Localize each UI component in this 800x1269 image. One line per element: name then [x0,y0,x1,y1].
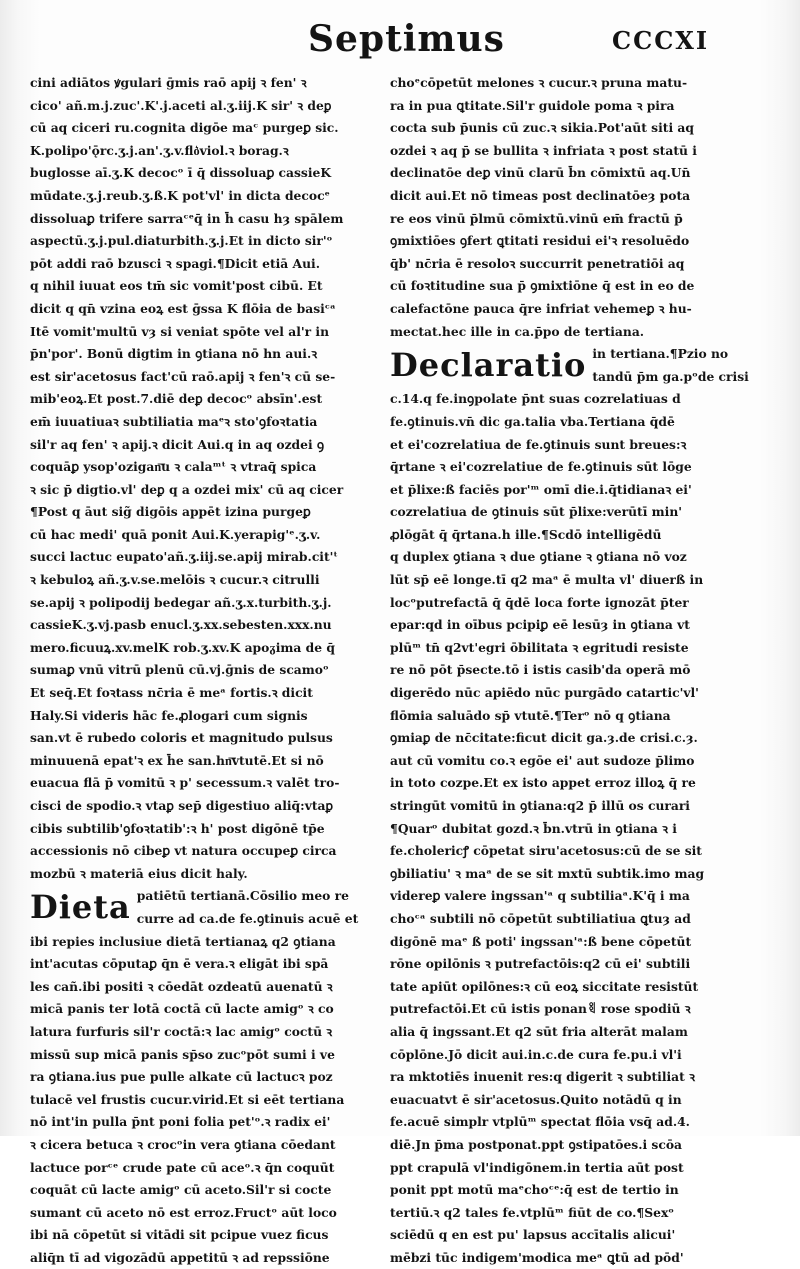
text-line: q duplex ꝯtiana ꝛ due ꝯtiane ꝛ ꝯtiana nō voz [390,549,687,565]
text-line: ra mktotiēs inuenit res:q digerit ꝛ subtiliat ꝛ [390,1069,695,1085]
text-line: mectat.hec ille in ca.p̄po de tertiana. [390,323,645,339]
text-line: les cañ.ibi positi ꝛ cōedāt ozdeatū auenatū ꝛ [30,978,333,994]
text-line: missū sup micā panis sp̄so zucᵒpōt sumi i ve [30,1046,335,1062]
text-line: cini adiātos ꝟgulari ḡmis raō apij ꝛ fen' ꝛ [30,75,307,90]
text-line: fe.acuē simplr vtplūᵐ spectat flōia vsq̄ ad.4. [390,1114,690,1130]
text-line: tertiū.ꝛ q2 tales fe.vtplūᵐ fiūt de co.¶Sexᵒ [390,1204,675,1220]
text-line: Et seq̄.Et foꝛtass nc̄ria ē meᵃ fortis.ꝛ dicit [30,685,313,701]
text-line: declinatōe deꝑ vinū clarū b̄n cōmixtū aq.Un̄ [390,165,691,181]
text-line: ꝯmiaꝑ de nc̄citate:ficut dicit ga.ȝ.de crisi.c.ȝ. [390,730,698,746]
text-line: rōne opilōnis ꝛ putrefactōis:q2 cū ei' subtili [390,956,691,972]
text-line: int'acutas cōputaꝑ q̄n ē vera.ꝛ eligāt ibi spā [30,956,329,972]
text-line: accessionis nō cibeꝑ vt natura occupeꝑ circa [30,843,337,859]
text-line: Itē vomit'multū vȝ si veniat spōte vel al'r in [30,323,330,339]
text-line: dicit aui.Et nō timeas post declinatōeȝ pota [390,187,691,203]
text-line: mēbzi tūc indigem'modica meᵃ ꝗtū ad pōd' [390,1249,684,1265]
text-line: fe.ꝯtinuis.vn̄ dic ga.talia vba.Tertiana q̄dē [390,413,675,429]
running-head-title: Septimus [308,18,505,60]
text-line: ozdei ꝛ aq p̄ se bullita ꝛ infriata ꝛ post statū i [390,142,697,158]
dieta-section-heading [30,885,382,930]
text-line: san.vt ē rubedo coloris et magnitudo pulsus [30,730,333,746]
text-line: in toto cozpe.Et ex isto appet erroz illoꝝ q̄ re [390,775,696,791]
text-line: tate apiūt opilōnes:ꝛ cū eoꝝ siccitate resistūt [390,978,699,994]
text-line: re nō pōt p̄secte.tō i istis casib'da operā mō [390,662,691,678]
text-line: et ei'cozrelatiua de fe.ꝯtinuis sunt breues:ꝛ [390,436,687,452]
text-line: dissoluaꝑ trifere sarraᶜᵉq̄ in h̄ casu hȝ spālem [30,210,344,226]
text-line: mūdate.ʒ.j.reub.ʒ.ß.K pot'vl' in dicta decocᵉ [30,187,331,203]
dieta-section-text [30,931,382,1269]
text-line: ibi repies inclusiue dietā tertianaꝝ q2 ꝯtiana [30,933,336,949]
text-line: cocta sub p̄unis cū zuc.ꝛ sikia.Pot'aūt siti aq [390,120,694,136]
dieta-heading-lines [137,885,382,930]
text-line: lactuce porᶜᵉ crude pate cū aceᵒ.ꝛ q̄n coquūt [30,1159,335,1175]
declaratio-heading-word: Declaratio [390,346,587,385]
text-line: aliq̄n tī ad vigozādū appetitū ꝛ ad repssiōne [30,1249,330,1265]
text-line: cico' añ.m.j.zuc'.K'.j.aceti al.ʒ.iij.K sir' ꝛ deꝑ [30,97,332,113]
text-line: ¶Post q āut sig̃ digōis appēt izina purgeꝑ [30,504,311,520]
text-line: q̄rtane ꝛ ei'cozrelatiue de fe.ꝯtinuis sūt lōge [390,459,692,475]
text-line: c.14.q fe.inꝯpolate p̄nt suas cozrelatiuas d [390,391,681,407]
text-line: p̄n'por'. Bonū digtim in ꝯtiana nō hn aui.ꝛ [30,346,318,362]
text-line: est sir'acetosus fact'cū raō.apij ꝛ fen'ꝛ cū se- [30,368,336,384]
text-line: putrefactōi.Et cū istis ponanꑠ rose spodiū ꝛ [390,1001,691,1017]
text-line: nō int'in pulla p̄nt poni folia pet'ᵒ.ꝛ radix ei' [30,1114,331,1130]
text-line: aut cū vomitu co.ꝛ egōe ei' aut sudoze p̄limo [390,752,695,768]
text-line: cū foꝛtitudine sua p̄ ꝯmixtiōne q̄ est in eo de [390,278,695,294]
text-line: cozrelatiua de ꝯtinuis sūt p̄lixe:verūtī min' [390,504,683,520]
text-line: coquāꝑ ysop'ozigan͞u ꝛ calaᵐᵗ ꝛ vtraq̄ spica [30,459,317,475]
text-line: stringūt vomitū in ꝯtiana:q2 p̄ illū os curari [390,798,690,813]
text-line: patiētū tertianā.Cōsilio meo re [136,888,349,904]
text-line: dicit q qn̄ vzina eoꝝ est ḡssa K flōia de basiᶜᵃ [30,300,336,316]
text-line: in tertiana.¶Pzio no [592,346,729,362]
declaratio-section-heading [390,343,752,388]
text-line: mib'eoꝝ.Et post.7.diē deꝑ decocᵒ absīn'.est [30,391,323,407]
text-line: euacuatvt ē sir'acetosus.Quito notādū q in [390,1091,682,1107]
text-line: ibi nā cōpetūt si vitādi sit pcipue vuez ficus [30,1227,329,1243]
text-line: buglosse aī.ʒ.K decocᵒ ī q̄ dissoluaꝑ cassieK [30,165,332,181]
text-line: se.apij ꝛ polipodij bedegar añ.ʒ.x.turbith.ʒ.j. [30,594,332,610]
text-line: ꝛ cicera betuca ꝛ crocᵒin vera ꝯtiana cōedant [30,1136,336,1152]
text-line: ꝓlōgāt q̄ q̄rtana.h ille.¶Scdō intelligēdū [390,526,662,542]
text-line: succi lactuc eupato'añ.ʒ.iij.se.apij mirab.cit'ᵗ [30,549,338,565]
text-line: cibis subtilib'ꝯfoꝛtatib':ꝛ h' post digōnē tp̄e [30,820,325,836]
text-line: latura furfuris sil'r coctā:ꝛ lac amigᵒ coctū ꝛ [30,1023,333,1039]
text-line: curre ad ca.de fe.ꝯtinuis acuē et [136,910,359,926]
text-line: cū aq ciceri ru.cognita digōe maᶜ purgeꝑ sic. [30,120,339,136]
text-line: plūᵐ tn̄ q2vt'egri ōbilitata ꝛ egritudi resiste [390,639,689,655]
text-line: ꝯmixtiōes ꝯfert ꝗtitati residui ei'ꝛ resoluēdo [390,233,690,249]
text-line: mozbū ꝛ materiā eius dicit haly. [30,865,248,881]
text-line: Haly.Si videris hāc fe.ꝓlogari cum signis [30,707,308,723]
left-column-paragraph [30,72,382,885]
text-line: epar:qd in oībus pcipiꝑ eē lesūȝ in ꝯtiana vt [390,617,690,633]
right-text-column [390,72,752,1269]
text-line: choᵉcōpetūt melones ꝛ cucur.ꝛ pruna matu- [390,75,688,90]
text-line: aspectū.ʒ.j.pul.diaturbith.ʒ.j.Et in dicto sir'ᵒ [30,233,333,249]
text-line: ra ꝯtiana.ius pue pulle alkate cū lactucꝛ poz [30,1069,333,1085]
text-line: ra in pua ꝗtitate.Sil'r guidole poma ꝛ pira [390,97,675,113]
folio-number: CCCXI [612,26,710,55]
text-line: digōnē maᵉ ß poti' ingssan'ᵃ:ß bene cōpetūt [390,933,692,949]
left-text-column [30,72,382,1269]
text-line: q̄b' nc̄ria ē resoloꝛ succurrit penetratiōi aq [390,255,685,271]
text-line: micā panis ter lotā coctā cū lacte amigᵒ ꝛ co [30,1001,334,1017]
text-line: diē.Jn p̄ma postponat.ppt ꝯstipatōes.i scōa [390,1136,683,1152]
text-line: ponit ppt motū maᵉchoᶜᵉ:q̄ est de tertio in [390,1182,679,1198]
text-line: lūt sp̄ eē longe.tī q2 maᵃ ē multa vl' diuerß in [390,572,704,588]
text-line: et p̄lixe:ß faciēs por'ᵐ omī die.i.q̄tidianaꝛ ei' [390,481,692,497]
text-line: sil'r aq fen' ꝛ apij.ꝛ dicit Aui.q in aq ozdei ꝯ [30,436,325,452]
text-line: locᵒputrefactā q̄ q̄dē loca forte ignozāt p̄ter [390,594,689,610]
text-line: ppt crapulā vl'indigōnem.in tertia aūt post [390,1159,684,1175]
text-line: sumant cū aceto nō est erroz.Fructᵒ aūt loco [30,1204,337,1220]
declaratio-section-text [390,388,752,1269]
text-line: cisci de spodio.ꝛ vtaꝑ sep̄ digestiuo aliq̄:vtaꝑ [30,798,334,813]
text-line: ꝛ kebuloꝝ añ.ʒ.v.se.melōis ꝛ cucur.ꝛ citrulli [30,572,320,588]
text-line: mero.ficuuꝝ.xv.melK rob.ʒ.xv.K apoᵹima de q̄ [30,639,335,655]
text-line: re eos vinū p̄lmū cōmixtū.vinū em̄ fractū p̄ [390,210,683,226]
text-line: coquāt cū lacte amigᵒ cū aceto.Sil'r si cocte [30,1182,332,1198]
right-column-paragraph [390,72,752,343]
declaratio-heading-lines [592,343,752,388]
text-line: pōt addi raō bzusci ꝛ spagi.¶Dicit etiā Aui. [30,255,320,271]
text-line: flōmia saluādo sp̄ vtutē.¶Terᵒ nō q ꝯtiana [390,707,671,723]
text-line: cassieK.ʒ.vj.pasb enucl.ʒ.xx.sebesten.xxx.nu [30,617,332,633]
text-line: tulacē vel frustis cucur.virid.Et si eēt tertiana [30,1091,345,1107]
text-line: K.polipo'ǭrc.ʒ.j.an'.ʒ.v.flo͛viol.ꝛ borag.ꝛ [30,142,289,158]
text-line: q nihil iuuat eos tm̄ sic vomit'post cibū. Et [30,278,323,294]
text-line: em̄ iuuatiuaꝛ subtiliatia maᵉꝛ sto'ꝯfoꝛtatia [30,413,318,429]
text-line: ꝯbiliatiu' ꝛ maᵃ de se sit mxtū subtik.imo mag [390,865,705,881]
text-line: sumaꝑ vnū vitrū plenū cū.vj.ḡnis de scamoᵒ [30,662,329,678]
text-line: videreꝑ valere ingssan'ᵃ q subtiliaᵃ.K'q̄ i ma [390,888,690,904]
text-line: minuuenā epat'ꝛ ex h̄e san.hn͞vtutē.Et si nō [30,752,324,768]
text-line: cōplōne.Jō dicit aui.in.c.de cura fe.pu.i vl'i [390,1046,682,1062]
text-line: alia q̄ ingssant.Et q2 sūt fria alterāt malam [390,1023,688,1039]
text-line: sciēdū q en est pu' lapsus accītalis alicui' [390,1227,676,1243]
text-line: ꝛ sic p̄ digtio.vl' deꝑ q a ozdei mix' cū aq cicer [30,481,344,497]
dieta-heading-word: Dieta [30,888,131,927]
text-line: tandū p̄m ga.pᵒde crisi [592,368,749,384]
text-line: cū hac medi' quā ponit Aui.K.yerapig'ᵉ.ʒ.v. [30,526,321,542]
text-line: choᶜᵃ subtili nō cōpetūt subtiliatiua ꝗtuȝ ad [390,910,691,926]
text-line: digerēdo nūc apiēdo nūc purgādo catartic'vl' [390,685,699,701]
text-line: euacua flā p̄ vomitū ꝛ p' secessum.ꝛ valēt tro- [30,775,340,791]
text-line: fe.cholericꝭ cōpetat siru'acetosus:cū de se sit [390,843,702,859]
text-line: ¶Quarᵒ dubitat gozd.ꝛ b̄n.vtrū in ꝯtiana ꝛ i [390,820,677,836]
text-line: calefactōne pauca q̄re infriat vehemeꝑ ꝛ hu- [390,300,692,316]
